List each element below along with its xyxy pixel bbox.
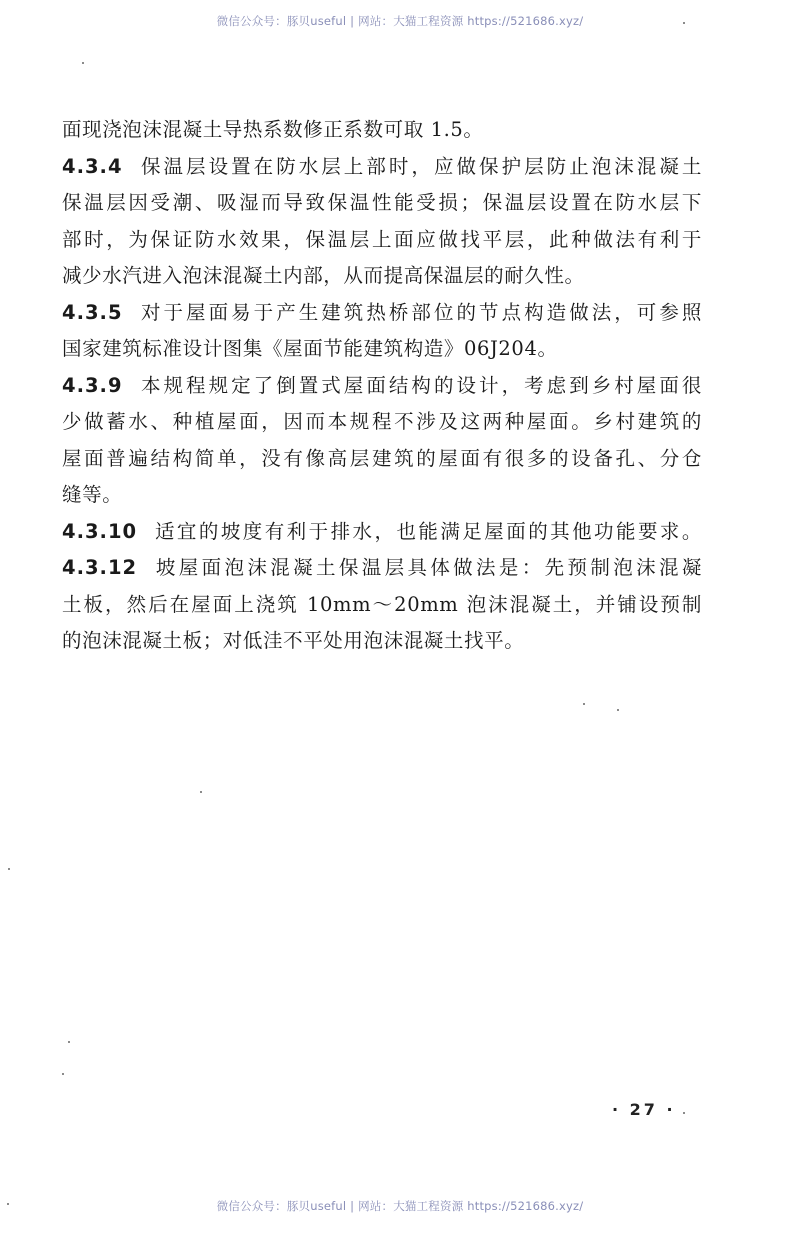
clause-4-3-9-line-3: 屋面普遍结构简单，没有像高层建筑的屋面有很多的设备孔、分仓	[62, 446, 702, 470]
paragraph-text: 面现浇泡沫混凝土导热系数修正系数可取 1.5。	[62, 118, 484, 141]
clause-number: 4.3.9	[62, 373, 123, 397]
clause-4-3-5-line-2: 国家建筑标准设计图集《屋面节能建筑构造》06J204。	[62, 337, 558, 360]
top-watermark: 微信公众号：豚贝useful | 网站：大猫工程资源 https://521686.xyz/	[216, 14, 584, 28]
scan-speck	[200, 791, 202, 793]
scan-speck	[68, 1041, 70, 1043]
clause-4-3-5-line-1	[62, 295, 702, 332]
clause-4-3-4-line-4: 减少水汽进入泡沫混凝土内部，从而提高保温层的耐久性。	[62, 264, 585, 287]
clause-number: 4.3.10	[62, 519, 138, 543]
clause-4-3-9-line-1	[62, 368, 702, 405]
clause-4-3-12-line-2: 土板，然后在屋面上浇筑 10mm～20mm 泡沫混凝土，并铺设预制	[62, 592, 702, 616]
clause-number: 4.3.4	[62, 154, 123, 178]
clause-text: 对于屋面易于产生建筑热桥部位的节点构造做法，可参照	[138, 300, 702, 324]
document-body	[62, 112, 702, 660]
scan-speck	[583, 703, 585, 705]
clause-text: 本规程规定了倒置式屋面结构的设计，考虑到乡村屋面很	[138, 373, 702, 397]
clause-4-3-9-line-4: 缝等。	[62, 483, 123, 506]
page-number: · 27 ·	[612, 1100, 676, 1119]
scan-speck	[8, 868, 10, 870]
clause-4-3-4-line-3: 部时，为保证防水效果，保温层上面应做找平层，此种做法有利于	[62, 227, 702, 251]
clause-4-3-4-line-1	[62, 149, 702, 186]
clause-4-3-12-line-3: 的泡沫混凝土板；对低洼不平处用泡沫混凝土找平。	[62, 629, 525, 652]
scan-speck	[617, 709, 619, 711]
clause-4-3-10-line-1	[62, 514, 702, 551]
clause-text: 适宜的坡度有利于排水，也能满足屋面的其他功能要求。	[153, 519, 702, 543]
clause-text: 保温层设置在防水层上部时，应做保护层防止泡沫混凝土	[138, 154, 702, 178]
clause-4-3-4-line-2: 保温层因受潮、吸湿而导致保温性能受损；保温层设置在防水层下	[62, 191, 702, 214]
bottom-watermark: 微信公众号：豚贝useful | 网站：大猫工程资源 https://521686.xyz/	[216, 1199, 584, 1213]
scan-speck	[62, 1073, 64, 1075]
clause-4-3-12-line-1	[62, 550, 702, 587]
paragraph-continuation-line	[62, 112, 702, 149]
scan-speck	[683, 1112, 685, 1114]
clause-number: 4.3.5	[62, 300, 123, 324]
clause-text: 坡屋面泡沫混凝土保温层具体做法是：先预制泡沫混凝	[153, 556, 702, 579]
clause-number: 4.3.12	[62, 556, 138, 579]
clause-4-3-9-line-2: 少做蓄水、种植屋面，因而本规程不涉及这两种屋面。乡村建筑的	[62, 410, 702, 433]
scan-speck	[82, 62, 84, 64]
scan-speck	[683, 22, 685, 24]
